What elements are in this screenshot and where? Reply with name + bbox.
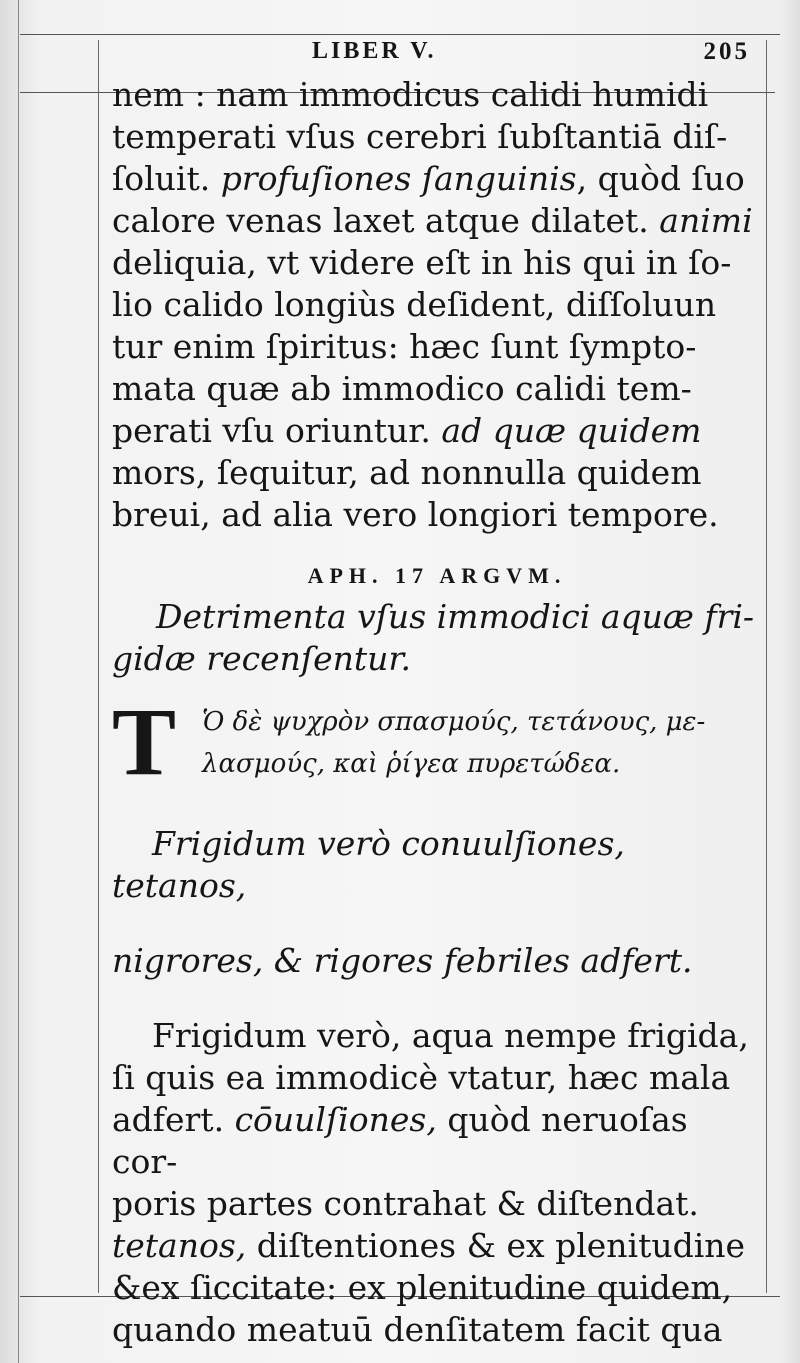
translation-line: Frigidum verò conuulſiones, tetanos, [112, 824, 625, 905]
commentary-block-1 [112, 74, 762, 536]
argument-line: Detrimenta vſus immodici aquæ fri- [156, 597, 755, 636]
latin-translation [112, 823, 762, 982]
text-line: breui, ad alia vero longiori tempore. [112, 495, 719, 534]
text-line: poris partes contrahat & diſtendat. [112, 1184, 699, 1223]
page-body [112, 30, 762, 1351]
right-margin-line [766, 40, 767, 1293]
translation-line: nigrores, & rigores febriles adfert. [112, 941, 693, 980]
greek-line: λασμούς, καὶ ῥίγεα πυρετώδεα. [202, 749, 621, 779]
text-line: Frigidum verò, aqua nempe frigida, [152, 1016, 749, 1055]
text-line: mata quæ ab immodico calidi tem- [112, 369, 692, 408]
argument [112, 596, 762, 680]
drop-capital: T [112, 688, 177, 795]
text-line: tetanos, diſtentiones & ex plenitudine [112, 1226, 746, 1265]
section-heading: APH. 17 ARGVM. [307, 563, 567, 588]
text-line: tur enim ſpiritus: hæc ſunt ſympto- [112, 327, 697, 366]
greek-aphorism [112, 688, 762, 795]
commentary-block-2 [112, 1015, 762, 1351]
left-edge [18, 0, 19, 1363]
left-margin-line [98, 40, 99, 1293]
text-line: nem : nam immodicus calidi humidi [112, 75, 709, 114]
text-line: calore venas laxet atque dilatet. animi [112, 201, 753, 240]
running-header [112, 30, 762, 74]
text-line: ſoluit. profuſiones ſanguinis, quòd ſuo [112, 159, 745, 198]
text-line: ſi quis ea immodicè vtatur, hæc mala [112, 1058, 731, 1097]
greek-line: Ὁ δὲ ψυχρὸν σπασμούς, τετάνους, με- [202, 707, 706, 737]
text-line: perati vſu oriuntur. ad quæ quidem [112, 411, 702, 450]
text-line: quando meatuū denſitatem facit qua [112, 1310, 723, 1349]
text-line: temperati vſus cerebri ſubſtantiā diſ- [112, 117, 728, 156]
text-line: adfert. cōuulſiones, quòd neruoſas cor- [112, 1100, 688, 1181]
text-line: lio calido longiùs deſident, diſſoluun [112, 285, 717, 324]
running-title: LIBER V. [312, 38, 437, 64]
text-line: &ex ſiccitate: ex plenitudine quidem, [112, 1268, 733, 1307]
argument-line: gidæ recenſentur. [112, 639, 412, 678]
text-line: mors, ſequitur, ad nonnulla quidem [112, 453, 702, 492]
text-line: deliquia, vt videre eſt in his qui in ſo- [112, 243, 732, 282]
page-number: 205 [703, 38, 750, 65]
